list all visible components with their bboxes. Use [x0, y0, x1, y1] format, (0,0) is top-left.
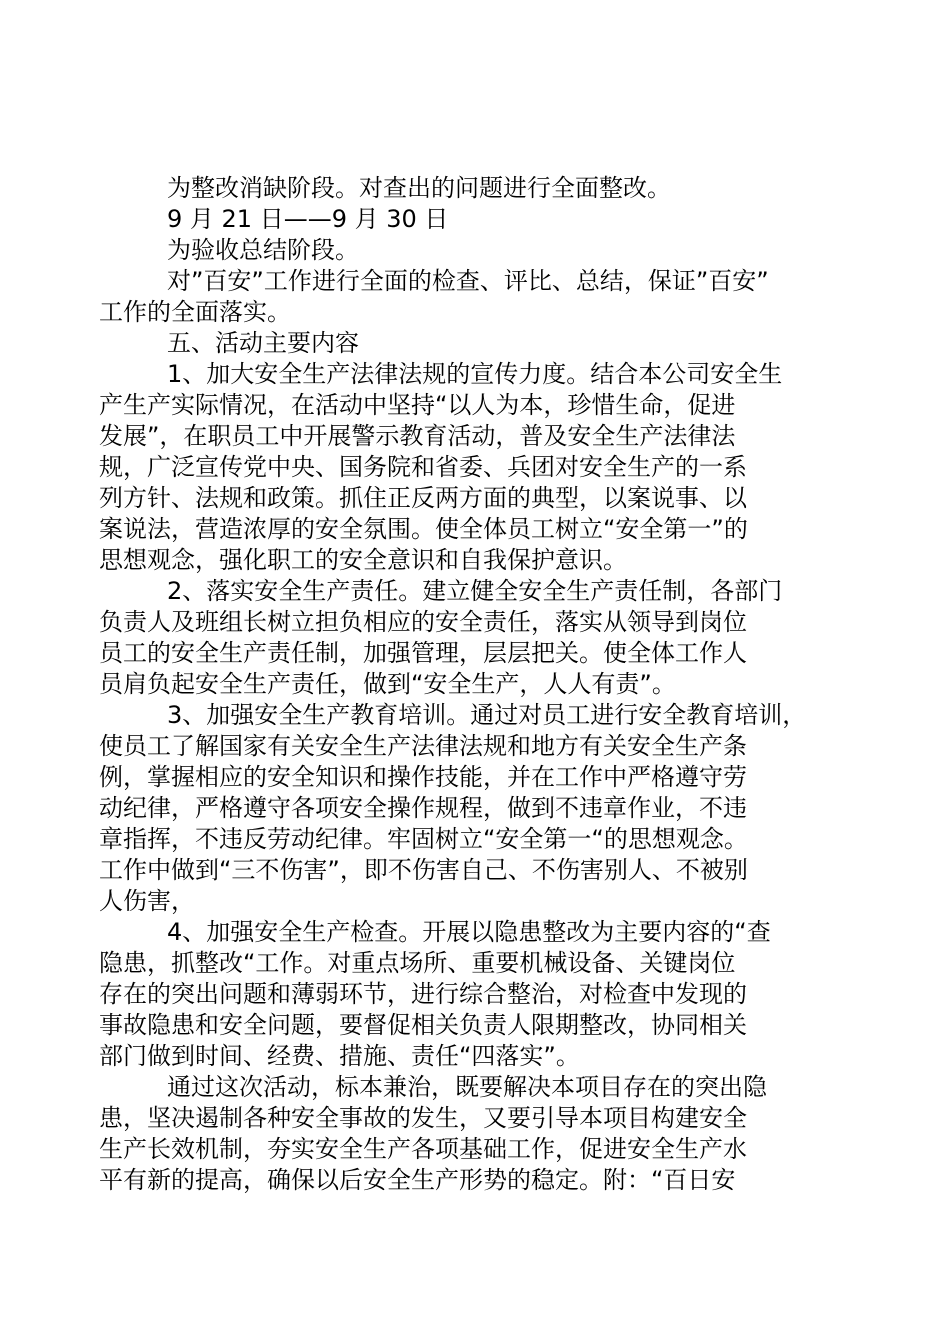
section-heading: 五、活动主要内容	[167, 329, 359, 357]
text-line: 存在的突出问题和薄弱环节，进行综合整治，对检查中发现的	[99, 980, 747, 1008]
paragraph-item-2	[99, 576, 843, 700]
text-line: 隐患，抓整改“工作。对重点场所、重要机械设备、关键岗位	[99, 949, 736, 977]
text-line: 使员工了解国家有关安全生产法律法规和地方有关安全生产条	[99, 732, 747, 760]
text-line: 1、加大安全生产法律法规的宣传力度。结合本公司安全生	[167, 360, 783, 388]
text-line: 患，坚决遏制各种安全事故的发生，又要引导本项目构建安全	[99, 1104, 747, 1132]
text-line: 工作中做到“三不伤害”，即不伤害自己、不伤害别人、不被别	[99, 856, 748, 884]
text-line: 生产长效机制，夯实安全生产各项基础工作，促进安全生产水	[99, 1135, 747, 1163]
text-line: 4、加强安全生产检查。开展以隐患整改为主要内容的“查	[167, 918, 771, 946]
document-body	[99, 173, 843, 1196]
text-line: 员肩负起安全生产责任，做到“安全生产，人人有责”。	[99, 670, 676, 698]
paragraph-conclusion	[99, 1072, 843, 1196]
text-line: 章指挥，不违反劳动纪律。牢固树立“安全第一“的思想观念。	[99, 825, 748, 853]
paragraph-item-3	[99, 700, 843, 917]
paragraph-rectification-stage	[133, 173, 843, 204]
text-line: 产生产实际情况，在活动中坚持“以人为本，珍惜生命，促进	[99, 391, 736, 419]
text-line: 动纪律，严格遵守各项安全操作规程，做到不违章作业，不违	[99, 794, 747, 822]
paragraph-item-4	[99, 917, 843, 1072]
text-line: 员工的安全生产责任制，加强管理，层层把关。使全体工作人	[99, 639, 747, 667]
text-line: 对”百安”工作进行全面的检查、评比、总结，保证”百安”	[167, 267, 769, 295]
text-line: 为整改消缺阶段。对查出的问题进行全面整改。	[167, 174, 671, 202]
paragraph-inspection-summary	[99, 266, 843, 328]
text-line: 为验收总结阶段。	[167, 236, 359, 264]
text-line: 人伤害，	[99, 887, 195, 915]
text-line: 9 月 21 日——9 月 30 日	[167, 205, 449, 233]
paragraph-item-1	[99, 359, 843, 576]
text-line: 负责人及班组长树立担负相应的安全责任，落实从领导到岗位	[99, 608, 747, 636]
section-heading-main-content	[133, 328, 843, 359]
text-line: 通过这次活动，标本兼治，既要解决本项目存在的突出隐	[167, 1073, 767, 1101]
text-line: 2、落实安全生产责任。建立健全安全生产责任制，各部门	[167, 577, 783, 605]
text-line: 事故隐患和安全问题，要督促相关负责人限期整改，协同相关	[99, 1011, 747, 1039]
text-line: 3、加强安全生产教育培训。通过对员工进行安全教育培训，	[167, 701, 807, 729]
text-line: 列方针、法规和政策。抓住正反两方面的典型，以案说事、以	[99, 484, 747, 512]
text-line: 平有新的提高，确保以后安全生产形势的稳定。附：“百日安	[99, 1166, 736, 1194]
text-line: 思想观念，强化职工的安全意识和自我保护意识。	[99, 546, 627, 574]
text-line: 例，掌握相应的安全知识和操作技能，并在工作中严格遵守劳	[99, 763, 747, 791]
text-line: 部门做到时间、经费、措施、责任“四落实”。	[99, 1042, 580, 1070]
paragraph-date-range	[133, 204, 843, 235]
text-line: 规，广泛宣传党中央、国务院和省委、兵团对安全生产的一系	[99, 453, 747, 481]
text-line: 发展”，在职员工中开展警示教育活动，普及安全生产法律法	[99, 422, 736, 450]
text-line: 案说法，营造浓厚的安全氛围。使全体员工树立“安全第一”的	[99, 515, 748, 543]
text-line: 工作的全面落实。	[99, 298, 291, 326]
paragraph-acceptance-stage	[133, 235, 843, 266]
